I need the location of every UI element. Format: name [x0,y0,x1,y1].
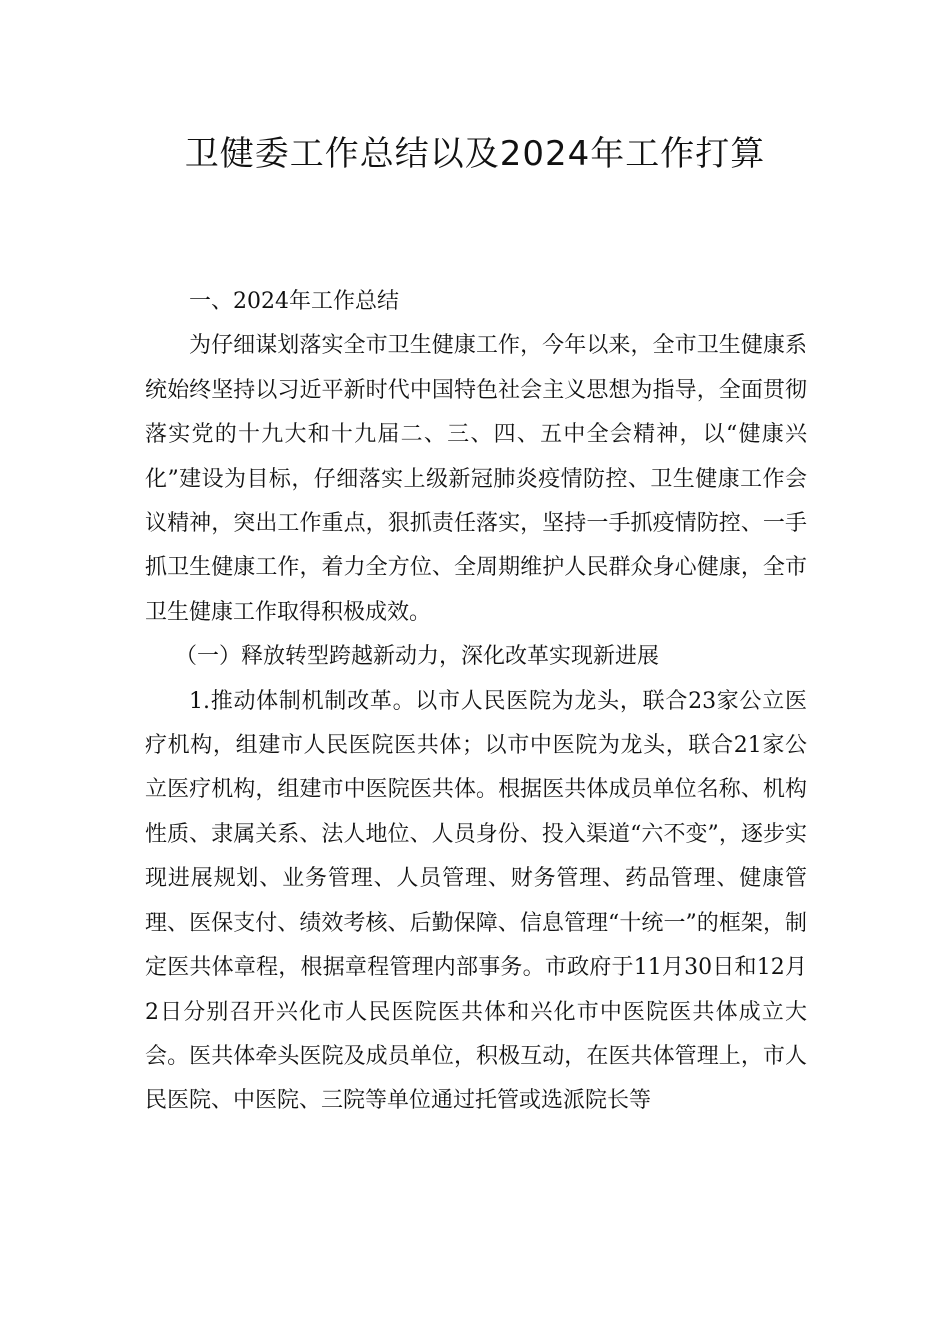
item1-paragraph: 1.推动体制机制改革。以市人民医院为龙头，联合23家公立医疗机构，组建市人民医院医共体；以市中医院为龙头，联合21家公立医疗机构，组建市中医院医共体。根据医共体成员单位名称、机构性质、隶属关系、法人地位、人员身份、投入渠道“六不变”，逐步实现进展规划、业务管理、人员管理、财务管理、药品管理、健康管理、医保支付、绩效考核、后勤保障、信息管理“十统一”的框架，制定医共体章程，根据章程管理内部事务。市政府于11月30日和12月2日分别召开兴化市人民医院医共体和兴化市中医院医共体成立大会。医共体牵头医院及成员单位，积极互动，在医共体管理上，市人民医院、中医院、三院等单位通过托管或选派院长等 [145,688,807,1114]
intro-paragraph: 为仔细谋划落实全市卫生健康工作，今年以来，全市卫生健康系统始终坚持以习近平新时代中国特色社会主义思想为指导，全面贯彻落实党的十九大和十九届二、三、四、五中全会精神，以“健康兴化”建设为目标，仔细落实上级新冠肺炎疫情防控、卫生健康工作会议精神，突出工作重点，狠抓责任落实，坚持一手抓疫情防控、一手抓卫生健康工作，着力全方位、全周期维护人民群众身心健康，全市卫生健康工作取得积极成效。 [145,333,807,625]
subsection-heading: （一）释放转型跨越新动力，深化改革实现新进展 [175,644,660,670]
document-body [145,280,807,1124]
section-heading: 一、2024年工作总结 [189,289,399,314]
document-title: 卫健委工作总结以及2024年工作打算 [184,134,766,174]
